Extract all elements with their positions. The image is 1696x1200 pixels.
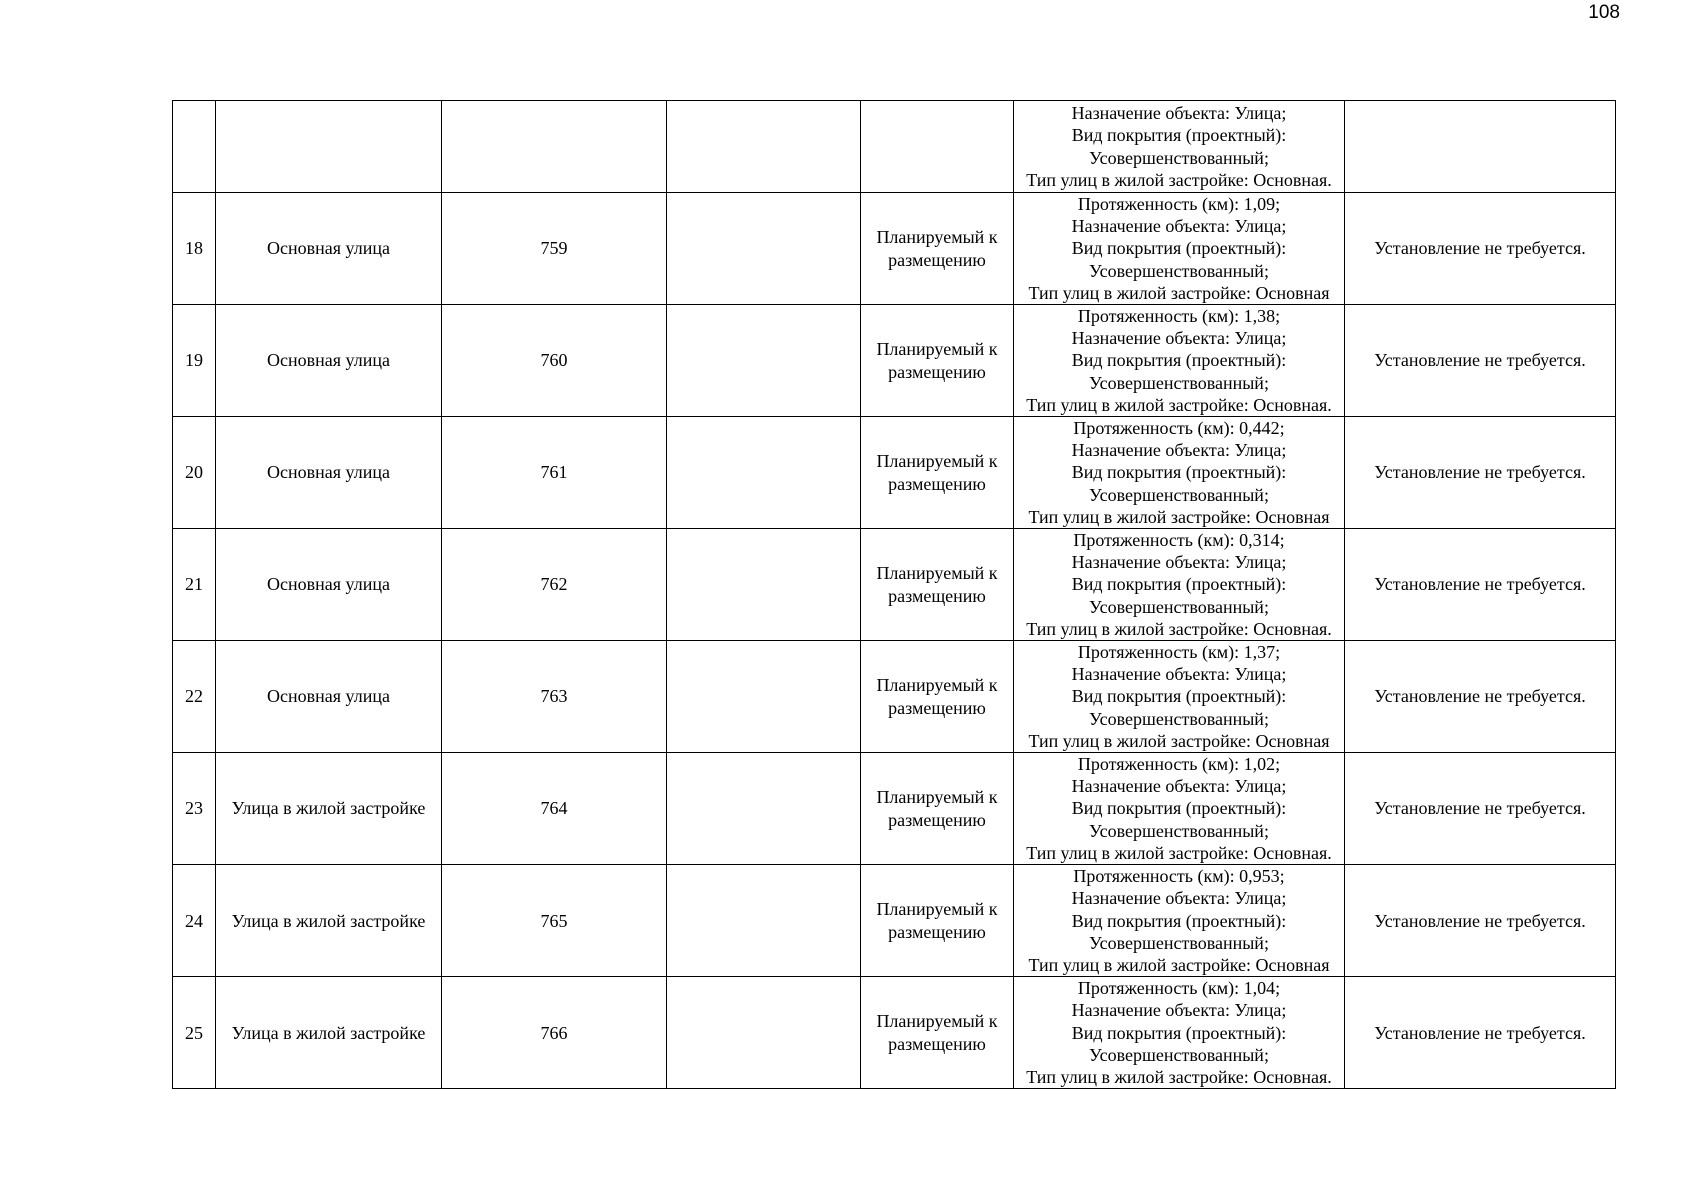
cell-params xyxy=(1014,305,1345,417)
cell-code xyxy=(442,101,667,193)
table-row xyxy=(173,529,1616,641)
cell-extra xyxy=(667,753,861,865)
param-line: Усовершенствованный; xyxy=(1089,372,1269,393)
param-line: Протяженность (км): 1,38; xyxy=(1077,306,1281,327)
param-line: Протяженность (км): 0,953; xyxy=(1073,866,1285,887)
objects-table xyxy=(172,100,1616,1089)
param-line: Протяженность (км): 0,314; xyxy=(1073,530,1285,551)
cell-status: Планируемый к размещению xyxy=(861,641,1014,753)
cell-status xyxy=(861,101,1014,193)
param-line: Вид покрытия (проектный): xyxy=(1071,798,1287,819)
cell-zone: Установление не требуется. xyxy=(1345,641,1616,753)
cell-code: 762 xyxy=(442,529,667,641)
cell-name: Основная улица xyxy=(216,305,442,417)
cell-name: Улица в жилой застройке xyxy=(216,753,442,865)
table-row xyxy=(173,305,1616,417)
cell-extra xyxy=(667,641,861,753)
param-line: Тип улиц в жилой застройке: Основная xyxy=(1028,506,1330,527)
cell-status: Планируемый к размещению xyxy=(861,529,1014,641)
cell-zone: Установление не требуется. xyxy=(1345,753,1616,865)
cell-status: Планируемый к размещению xyxy=(861,865,1014,977)
table-row xyxy=(173,417,1616,529)
cell-status: Планируемый к размещению xyxy=(861,193,1014,305)
cell-extra xyxy=(667,193,861,305)
cell-extra xyxy=(667,865,861,977)
cell-zone: Установление не требуется. xyxy=(1345,865,1616,977)
cell-num: 19 xyxy=(173,305,216,417)
cell-zone: Установление не требуется. xyxy=(1345,417,1616,529)
param-line: Вид покрытия (проектный): xyxy=(1071,350,1287,371)
param-line: Тип улиц в жилой застройке: Основная. xyxy=(1026,394,1332,415)
cell-status: Планируемый к размещению xyxy=(861,977,1014,1089)
cell-name: Основная улица xyxy=(216,417,442,529)
table-body xyxy=(173,101,1616,1089)
param-line: Усовершенствованный; xyxy=(1089,820,1269,841)
cell-extra xyxy=(667,305,861,417)
cell-status: Планируемый к размещению xyxy=(861,417,1014,529)
table-row xyxy=(173,865,1616,977)
cell-num: 18 xyxy=(173,193,216,305)
param-line: Усовершенствованный; xyxy=(1089,147,1269,168)
cell-num: 21 xyxy=(173,529,216,641)
cell-params xyxy=(1014,101,1345,193)
cell-num: 20 xyxy=(173,417,216,529)
cell-num: 23 xyxy=(173,753,216,865)
cell-code: 761 xyxy=(442,417,667,529)
table-row xyxy=(173,753,1616,865)
cell-params xyxy=(1014,193,1345,305)
param-line: Назначение объекта: Улица; xyxy=(1071,103,1287,124)
cell-name: Основная улица xyxy=(216,193,442,305)
cell-code: 760 xyxy=(442,305,667,417)
table-row-continued xyxy=(173,101,1616,193)
param-line: Вид покрытия (проектный): xyxy=(1071,910,1287,931)
param-line: Тип улиц в жилой застройке: Основная xyxy=(1028,282,1330,303)
param-line: Вид покрытия (проектный): xyxy=(1071,125,1287,146)
param-line: Назначение объекта: Улица; xyxy=(1071,216,1287,237)
param-line: Вид покрытия (проектный): xyxy=(1071,462,1287,483)
cell-extra xyxy=(667,977,861,1089)
cell-num: 24 xyxy=(173,865,216,977)
param-line: Тип улиц в жилой застройке: Основная xyxy=(1028,954,1330,975)
cell-zone: Установление не требуется. xyxy=(1345,529,1616,641)
cell-code: 759 xyxy=(442,193,667,305)
param-line: Тип улиц в жилой застройке: Основная. xyxy=(1026,1066,1332,1087)
param-line: Назначение объекта: Улица; xyxy=(1071,664,1287,685)
table-row xyxy=(173,193,1616,305)
cell-status: Планируемый к размещению xyxy=(861,305,1014,417)
table-row xyxy=(173,641,1616,753)
cell-num: 22 xyxy=(173,641,216,753)
cell-zone: Установление не требуется. xyxy=(1345,977,1616,1089)
param-line: Протяженность (км): 1,09; xyxy=(1077,194,1281,214)
cell-params xyxy=(1014,865,1345,977)
param-line: Назначение объекта: Улица; xyxy=(1071,888,1287,909)
param-line: Усовершенствованный; xyxy=(1089,596,1269,617)
param-line: Тип улиц в жилой застройке: Основная xyxy=(1028,730,1330,751)
cell-zone: Установление не требуется. xyxy=(1345,305,1616,417)
param-line: Протяженность (км): 1,02; xyxy=(1077,754,1281,775)
cell-num xyxy=(173,101,216,193)
cell-params xyxy=(1014,641,1345,753)
cell-code: 763 xyxy=(442,641,667,753)
param-line: Вид покрытия (проектный): xyxy=(1071,574,1287,595)
param-line: Вид покрытия (проектный): xyxy=(1071,1022,1287,1043)
param-line: Вид покрытия (проектный): xyxy=(1071,686,1287,707)
param-line: Назначение объекта: Улица; xyxy=(1071,552,1287,573)
cell-name xyxy=(216,101,442,193)
cell-name: Улица в жилой застройке xyxy=(216,865,442,977)
cell-params xyxy=(1014,753,1345,865)
cell-params xyxy=(1014,529,1345,641)
cell-code: 766 xyxy=(442,977,667,1089)
param-line: Назначение объекта: Улица; xyxy=(1071,776,1287,797)
param-line: Назначение объекта: Улица; xyxy=(1071,440,1287,461)
cell-zone: Установление не требуется. xyxy=(1345,193,1616,305)
param-line: Усовершенствованный; xyxy=(1089,708,1269,729)
param-line: Усовершенствованный; xyxy=(1089,1044,1269,1065)
page-number: 108 xyxy=(1588,2,1620,23)
cell-status: Планируемый к размещению xyxy=(861,753,1014,865)
table-row xyxy=(173,977,1616,1089)
cell-num: 25 xyxy=(173,977,216,1089)
param-line: Назначение объекта: Улица; xyxy=(1071,328,1287,349)
cell-name: Улица в жилой застройке xyxy=(216,977,442,1089)
param-line: Протяженность (км): 0,442; xyxy=(1073,418,1285,439)
param-line: Назначение объекта: Улица; xyxy=(1071,1000,1287,1021)
param-line: Усовершенствованный; xyxy=(1089,932,1269,953)
param-line: Усовершенствованный; xyxy=(1089,260,1269,281)
cell-code: 765 xyxy=(442,865,667,977)
cell-params xyxy=(1014,977,1345,1089)
param-line: Протяженность (км): 1,04; xyxy=(1077,978,1281,999)
param-line: Тип улиц в жилой застройке: Основная. xyxy=(1026,618,1332,639)
cell-params xyxy=(1014,417,1345,529)
cell-zone xyxy=(1345,101,1616,193)
param-line: Вид покрытия (проектный): xyxy=(1071,238,1287,259)
cell-code: 764 xyxy=(442,753,667,865)
param-line: Тип улиц в жилой застройке: Основная. xyxy=(1026,169,1332,190)
cell-extra xyxy=(667,529,861,641)
cell-name: Основная улица xyxy=(216,641,442,753)
cell-name: Основная улица xyxy=(216,529,442,641)
param-line: Протяженность (км): 1,37; xyxy=(1077,642,1281,663)
cell-extra xyxy=(667,417,861,529)
cell-extra xyxy=(667,101,861,193)
param-line: Усовершенствованный; xyxy=(1089,484,1269,505)
param-line: Тип улиц в жилой застройке: Основная. xyxy=(1026,842,1332,863)
